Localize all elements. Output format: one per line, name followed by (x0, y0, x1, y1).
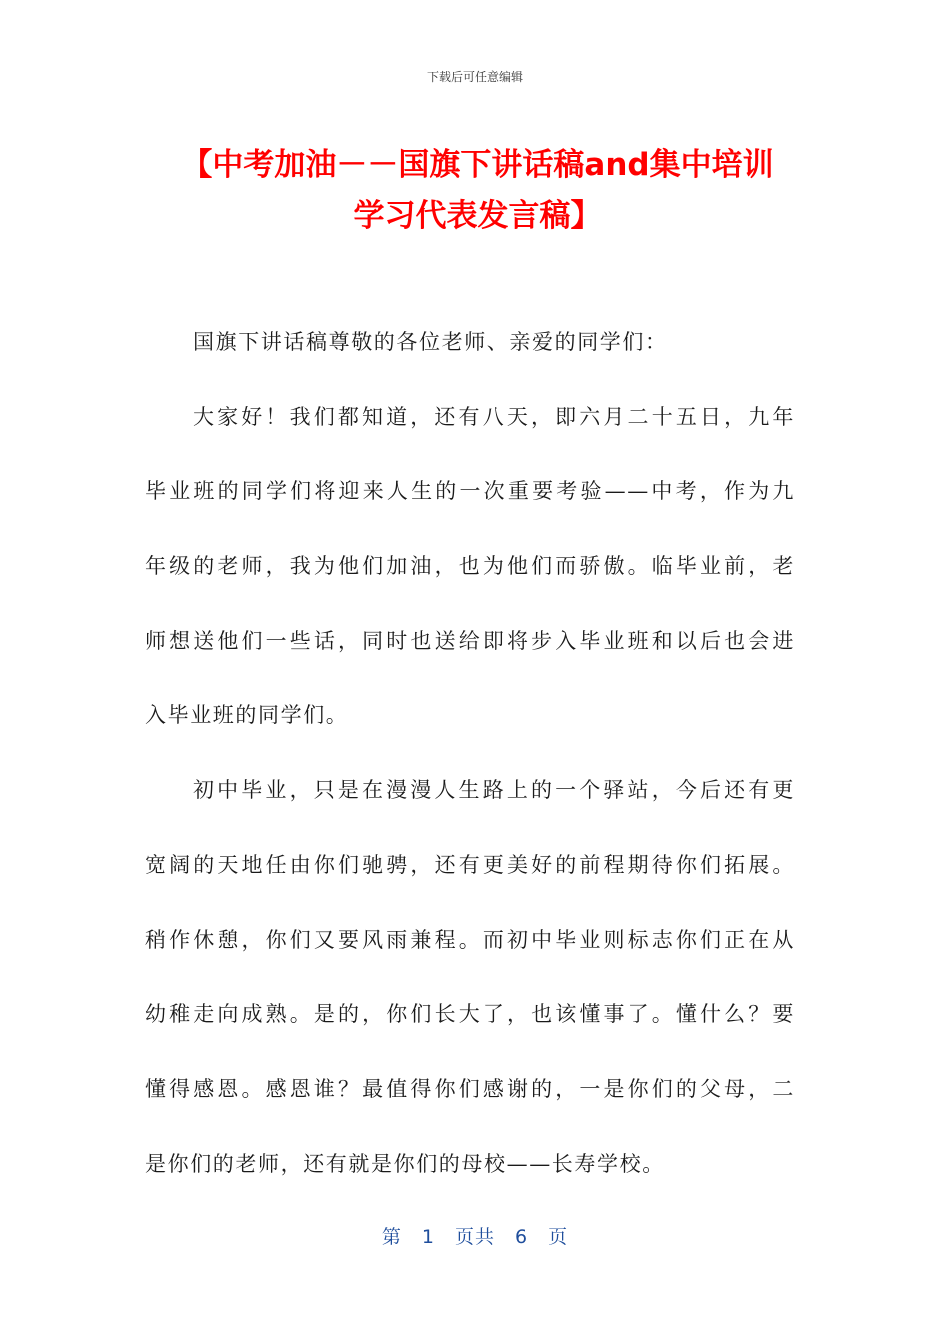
document-body (145, 305, 795, 1201)
title-line-2: 学习代表发言稿】 (353, 198, 602, 234)
salutation-line: 国旗下讲话稿尊敬的各位老师、亲爱的同学们： (193, 330, 668, 354)
body-line: 幼稚走向成熟。是的，你们长大了，也该懂事了。懂什么？要 (145, 1002, 795, 1027)
body-line: 宽阔的天地任由你们驰骋，还有更美好的前程期待你们拓展。 (145, 852, 795, 877)
body-line: 是你们的老师，还有就是你们的母校——长寿学校。 (145, 1151, 665, 1176)
header-note: 下载后可任意编辑 (426, 70, 523, 84)
body-line: 入毕业班的同学们。 (145, 703, 349, 728)
body-line: 稍作休憩，你们又要风雨兼程。而初中毕业则标志你们正在从 (145, 927, 795, 952)
total-pages-number: 6 (515, 1226, 529, 1248)
body-line: 年级的老师，我为他们加油，也为他们而骄傲。临毕业前，老 (145, 554, 795, 579)
footer-suffix: 页 (548, 1226, 569, 1248)
title-line-1: 【中考加油－－国旗下讲话稿and集中培训 (181, 147, 774, 183)
body-line: 毕业班的同学们将迎来人生的一次重要考验——中考，作为九 (145, 479, 795, 504)
body-line: 大家好！我们都知道，还有八天，即六月二十五日，九年 (193, 404, 795, 429)
footer-prefix: 第 (381, 1226, 402, 1248)
body-line: 师想送他们一些话，同时也送给即将步入毕业班和以后也会进 (145, 628, 795, 653)
current-page-number: 1 (421, 1226, 435, 1248)
footer-middle: 页共 (454, 1226, 495, 1248)
page-footer (0, 1222, 950, 1249)
body-line: 初中毕业，只是在漫漫人生路上的一个驿站，今后还有更 (193, 778, 795, 803)
body-line: 懂得感恩。感恩谁？最值得你们感谢的，一是你们的父母，二 (145, 1076, 795, 1101)
document-title (145, 140, 810, 242)
